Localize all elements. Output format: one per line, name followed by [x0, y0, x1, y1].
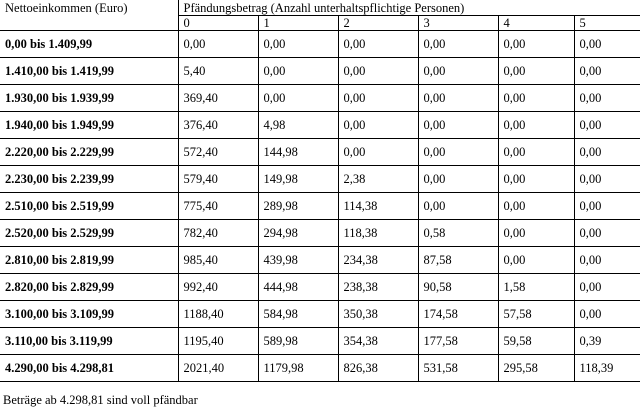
garnishment-value-cell: 149,98 — [258, 166, 338, 193]
garnishment-value-cell: 0,00 — [338, 58, 418, 85]
persons-count-header: 0 — [178, 16, 258, 31]
garnishment-value-cell: 0,00 — [498, 193, 574, 220]
garnishment-value-cell: 0,00 — [574, 274, 640, 301]
income-range-cell: 2.810,00 bis 2.819,99 — [0, 247, 178, 274]
garnishment-value-cell: 584,98 — [258, 301, 338, 328]
table-row — [0, 112, 640, 139]
garnishment-value-cell: 350,38 — [338, 301, 418, 328]
persons-count-header: 3 — [418, 16, 498, 31]
garnishment-value-cell: 444,98 — [258, 274, 338, 301]
garnishment-value-cell: 0,00 — [258, 85, 338, 112]
garnishment-value-cell: 369,40 — [178, 85, 258, 112]
table-row — [0, 355, 640, 382]
garnishment-value-cell: 0,00 — [498, 139, 574, 166]
garnishment-value-cell: 0,39 — [574, 328, 640, 355]
garnishment-value-cell: 5,40 — [178, 58, 258, 85]
garnishment-value-cell: 531,58 — [418, 355, 498, 382]
garnishment-value-cell: 0,00 — [258, 58, 338, 85]
garnishment-value-cell: 0,00 — [338, 85, 418, 112]
footer-note: Beträge ab 4.298,81 sind voll pfändbar — [3, 393, 198, 407]
garnishment-value-cell: 0,00 — [418, 58, 498, 85]
table-row — [0, 274, 640, 301]
garnishment-amount-header: Pfändungsbetrag (Anzahl unterhaltspflichtige Personen) — [178, 0, 640, 16]
garnishment-value-cell: 90,58 — [418, 274, 498, 301]
garnishment-value-cell: 114,38 — [338, 193, 418, 220]
garnishment-value-cell: 2,38 — [338, 166, 418, 193]
income-range-cell: 2.220,00 bis 2.229,99 — [0, 139, 178, 166]
persons-count-header: 1 — [258, 16, 338, 31]
persons-count-header: 5 — [574, 16, 640, 31]
garnishment-value-cell: 0,00 — [574, 247, 640, 274]
garnishment-value-cell: 295,58 — [498, 355, 574, 382]
persons-count-header: 2 — [338, 16, 418, 31]
garnishment-value-cell: 234,38 — [338, 247, 418, 274]
income-range-cell: 0,00 bis 1.409,99 — [0, 31, 178, 58]
garnishment-value-cell: 87,58 — [418, 247, 498, 274]
table-row — [0, 301, 640, 328]
income-range-cell: 1.930,00 bis 1.939,99 — [0, 85, 178, 112]
garnishment-value-cell: 0,00 — [178, 31, 258, 58]
garnishment-value-cell: 0,00 — [574, 31, 640, 58]
garnishment-value-cell: 0,00 — [418, 31, 498, 58]
garnishment-value-cell: 579,40 — [178, 166, 258, 193]
garnishment-value-cell: 0,00 — [574, 301, 640, 328]
garnishment-value-cell: 992,40 — [178, 274, 258, 301]
garnishment-value-cell: 0,00 — [418, 85, 498, 112]
garnishment-value-cell: 4,98 — [258, 112, 338, 139]
garnishment-value-cell: 0,00 — [574, 193, 640, 220]
garnishment-value-cell: 1195,40 — [178, 328, 258, 355]
income-range-cell: 3.110,00 bis 3.119,99 — [0, 328, 178, 355]
garnishment-value-cell: 238,38 — [338, 274, 418, 301]
garnishment-value-cell: 826,38 — [338, 355, 418, 382]
garnishment-value-cell: 289,98 — [258, 193, 338, 220]
garnishment-value-cell: 0,00 — [574, 112, 640, 139]
table-row — [0, 193, 640, 220]
garnishment-value-cell: 0,00 — [338, 112, 418, 139]
garnishment-value-cell: 177,58 — [418, 328, 498, 355]
income-range-cell: 1.940,00 bis 1.949,99 — [0, 112, 178, 139]
garnishment-value-cell: 59,58 — [498, 328, 574, 355]
table-row — [0, 166, 640, 193]
income-range-cell: 2.230,00 bis 2.239,99 — [0, 166, 178, 193]
garnishment-value-cell: 0,00 — [498, 247, 574, 274]
income-range-cell: 1.410,00 bis 1.419,99 — [0, 58, 178, 85]
garnishment-value-cell: 1179,98 — [258, 355, 338, 382]
garnishment-value-cell: 589,98 — [258, 328, 338, 355]
garnishment-value-cell: 0,00 — [338, 31, 418, 58]
garnishment-value-cell: 0,00 — [574, 139, 640, 166]
income-range-cell: 4.290,00 bis 4.298,81 — [0, 355, 178, 382]
table-row — [0, 139, 640, 166]
garnishment-value-cell: 0,00 — [498, 220, 574, 247]
table-row — [0, 247, 640, 274]
garnishment-value-cell: 0,00 — [498, 85, 574, 112]
garnishment-value-cell: 0,00 — [498, 58, 574, 85]
income-range-cell: 2.510,00 bis 2.519,99 — [0, 193, 178, 220]
table-row — [0, 328, 640, 355]
garnishment-value-cell: 0,00 — [498, 112, 574, 139]
table-row — [0, 220, 640, 247]
garnishment-value-cell: 572,40 — [178, 139, 258, 166]
garnishment-value-cell: 0,00 — [498, 166, 574, 193]
garnishment-value-cell: 0,00 — [418, 112, 498, 139]
garnishment-value-cell: 0,00 — [418, 193, 498, 220]
garnishment-value-cell: 174,58 — [418, 301, 498, 328]
garnishment-value-cell: 1,58 — [498, 274, 574, 301]
garnishment-value-cell: 144,98 — [258, 139, 338, 166]
garnishment-value-cell: 775,40 — [178, 193, 258, 220]
garnishment-value-cell: 1188,40 — [178, 301, 258, 328]
table-row — [0, 31, 640, 58]
garnishment-value-cell: 0,58 — [418, 220, 498, 247]
net-income-header: Nettoeinkommen (Euro) — [0, 0, 178, 31]
persons-count-header: 4 — [498, 16, 574, 31]
garnishment-value-cell: 0,00 — [574, 166, 640, 193]
income-range-cell: 3.100,00 bis 3.109,99 — [0, 301, 178, 328]
garnishment-value-cell: 0,00 — [574, 220, 640, 247]
table-row — [0, 58, 640, 85]
garnishment-value-cell: 118,39 — [574, 355, 640, 382]
income-range-cell: 2.820,00 bis 2.829,99 — [0, 274, 178, 301]
garnishment-value-cell: 2021,40 — [178, 355, 258, 382]
garnishment-value-cell: 354,38 — [338, 328, 418, 355]
garnishment-value-cell: 0,00 — [418, 139, 498, 166]
income-range-cell: 2.520,00 bis 2.529,99 — [0, 220, 178, 247]
garnishment-value-cell: 0,00 — [258, 31, 338, 58]
garnishment-value-cell: 0,00 — [418, 166, 498, 193]
garnishment-value-cell: 985,40 — [178, 247, 258, 274]
garnishment-value-cell: 782,40 — [178, 220, 258, 247]
garnishment-value-cell: 0,00 — [574, 85, 640, 112]
garnishment-value-cell: 0,00 — [574, 58, 640, 85]
garnishment-value-cell: 0,00 — [498, 31, 574, 58]
garnishment-value-cell: 376,40 — [178, 112, 258, 139]
garnishment-value-cell: 57,58 — [498, 301, 574, 328]
table-row — [0, 85, 640, 112]
garnishment-value-cell: 294,98 — [258, 220, 338, 247]
garnishment-value-cell: 439,98 — [258, 247, 338, 274]
header-row — [0, 0, 640, 16]
garnishment-value-cell: 118,38 — [338, 220, 418, 247]
garnishment-value-cell: 0,00 — [338, 139, 418, 166]
